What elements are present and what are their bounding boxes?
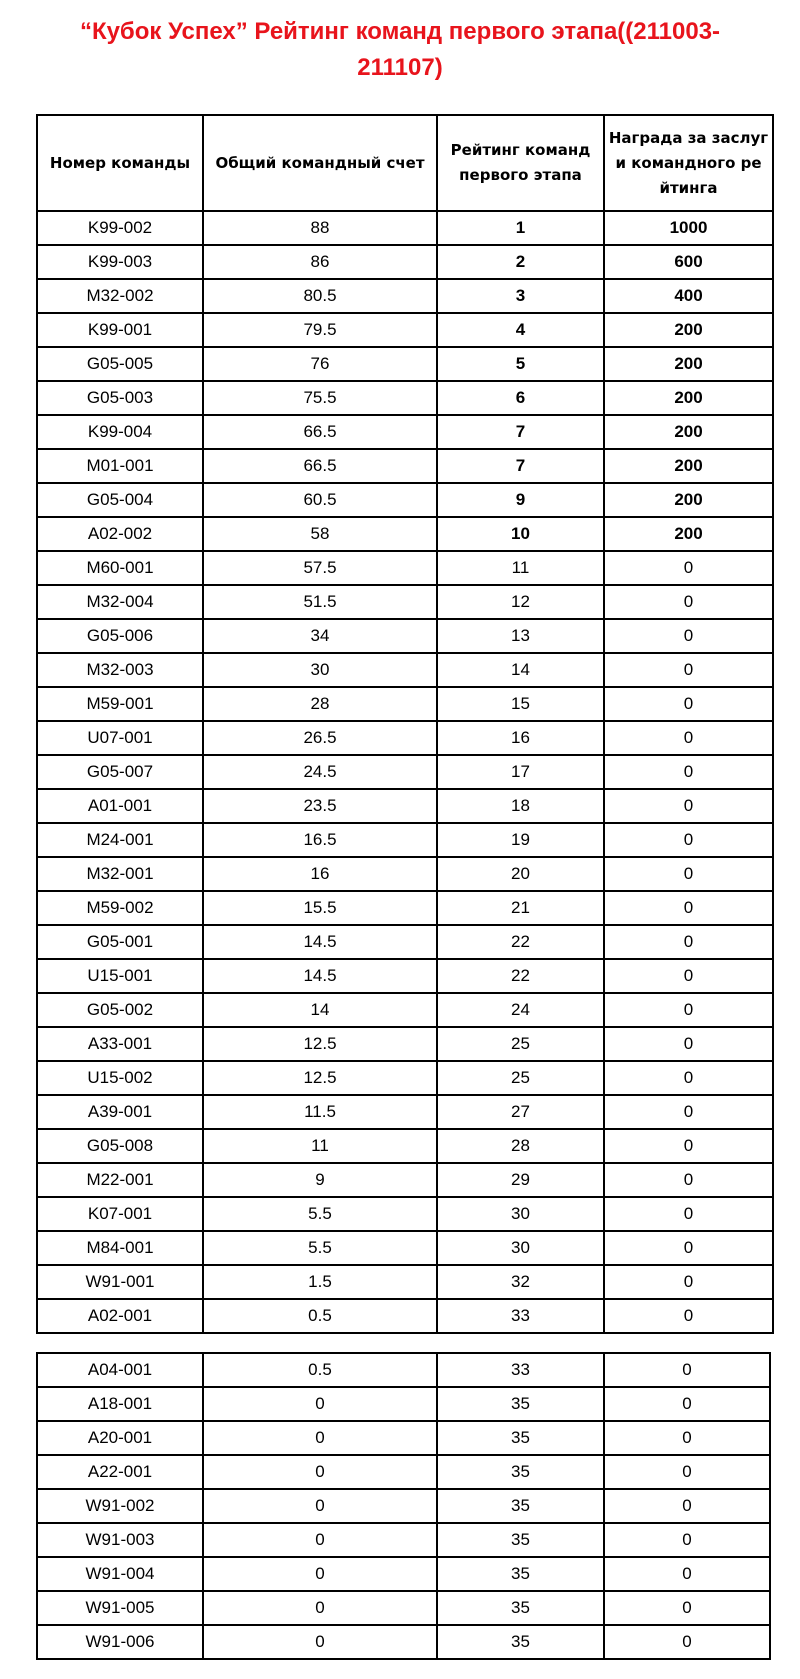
team-number-cell: W91-006 xyxy=(37,1625,203,1659)
team-number-cell: A02-001 xyxy=(37,1299,203,1333)
table-row xyxy=(37,1265,773,1299)
total-score-cell: 9 xyxy=(203,1163,437,1197)
rating-cell: 35 xyxy=(437,1455,604,1489)
page-title xyxy=(0,14,800,86)
rating-cell: 16 xyxy=(437,721,604,755)
award-cell: 0 xyxy=(604,1523,770,1557)
total-score-cell: 75.5 xyxy=(203,381,437,415)
award-cell: 0 xyxy=(604,1061,773,1095)
rating-cell: 13 xyxy=(437,619,604,653)
rating-cell: 35 xyxy=(437,1489,604,1523)
table-row xyxy=(37,279,773,313)
award-cell: 0 xyxy=(604,1421,770,1455)
table-row xyxy=(37,1061,773,1095)
total-score-cell: 58 xyxy=(203,517,437,551)
total-score-cell: 16.5 xyxy=(203,823,437,857)
table-row xyxy=(37,1523,770,1557)
award-cell: 0 xyxy=(604,1455,770,1489)
rating-cell: 10 xyxy=(437,517,604,551)
table-row xyxy=(37,313,773,347)
team-number-cell: G05-004 xyxy=(37,483,203,517)
award-cell: 0 xyxy=(604,551,773,585)
rating-cell: 3 xyxy=(437,279,604,313)
rating-cell: 6 xyxy=(437,381,604,415)
award-cell: 0 xyxy=(604,1265,773,1299)
table-row xyxy=(37,1455,770,1489)
award-cell: 200 xyxy=(604,517,773,551)
rating-cell: 24 xyxy=(437,993,604,1027)
award-cell: 0 xyxy=(604,891,773,925)
total-score-cell: 12.5 xyxy=(203,1027,437,1061)
rating-cell: 35 xyxy=(437,1387,604,1421)
award-cell: 0 xyxy=(604,1231,773,1265)
team-number-cell: G05-003 xyxy=(37,381,203,415)
table-row xyxy=(37,1129,773,1163)
team-number-cell: K99-002 xyxy=(37,211,203,245)
total-score-cell: 5.5 xyxy=(203,1197,437,1231)
table-row xyxy=(37,517,773,551)
award-cell: 0 xyxy=(604,1163,773,1197)
rating-cell: 11 xyxy=(437,551,604,585)
rating-cell: 2 xyxy=(437,245,604,279)
table-header-row xyxy=(37,115,773,211)
header-total-score: Общий командный счет xyxy=(203,115,437,211)
rating-cell: 33 xyxy=(437,1299,604,1333)
total-score-cell: 11 xyxy=(203,1129,437,1163)
team-number-cell: M32-004 xyxy=(37,585,203,619)
table-row xyxy=(37,449,773,483)
award-cell: 0 xyxy=(604,1095,773,1129)
team-number-cell: A39-001 xyxy=(37,1095,203,1129)
table-row xyxy=(37,1421,770,1455)
rating-cell: 20 xyxy=(437,857,604,891)
award-cell: 0 xyxy=(604,721,773,755)
total-score-cell: 51.5 xyxy=(203,585,437,619)
total-score-cell: 0.5 xyxy=(203,1299,437,1333)
award-cell: 0 xyxy=(604,857,773,891)
table-row xyxy=(37,1299,773,1333)
team-number-cell: M22-001 xyxy=(37,1163,203,1197)
team-number-cell: M59-002 xyxy=(37,891,203,925)
table-row xyxy=(37,1095,773,1129)
award-cell: 0 xyxy=(604,1027,773,1061)
rating-cell: 9 xyxy=(437,483,604,517)
team-number-cell: W91-003 xyxy=(37,1523,203,1557)
rating-cell: 15 xyxy=(437,687,604,721)
team-number-cell: K99-003 xyxy=(37,245,203,279)
rating-cell: 22 xyxy=(437,959,604,993)
total-score-cell: 88 xyxy=(203,211,437,245)
award-cell: 0 xyxy=(604,925,773,959)
table-row xyxy=(37,1387,770,1421)
total-score-cell: 0 xyxy=(203,1387,437,1421)
team-number-cell: K99-004 xyxy=(37,415,203,449)
table-row xyxy=(37,1197,773,1231)
ranking-table-part-2 xyxy=(36,1352,771,1660)
award-cell: 0 xyxy=(604,755,773,789)
ranking-table-part-1 xyxy=(36,114,774,1334)
team-number-cell: A22-001 xyxy=(37,1455,203,1489)
rating-cell: 25 xyxy=(437,1027,604,1061)
table-row xyxy=(37,1625,770,1659)
title-line-1: “Кубок Успех” Рейтинг команд первого этапа((211003- xyxy=(79,18,721,45)
rating-cell: 27 xyxy=(437,1095,604,1129)
team-number-cell: A18-001 xyxy=(37,1387,203,1421)
title-line-2: 211107) xyxy=(357,54,443,81)
team-number-cell: U07-001 xyxy=(37,721,203,755)
team-number-cell: A01-001 xyxy=(37,789,203,823)
table-row xyxy=(37,721,773,755)
total-score-cell: 79.5 xyxy=(203,313,437,347)
rating-cell: 1 xyxy=(437,211,604,245)
table-row xyxy=(37,619,773,653)
total-score-cell: 0 xyxy=(203,1523,437,1557)
total-score-cell: 1.5 xyxy=(203,1265,437,1299)
award-cell: 0 xyxy=(604,1489,770,1523)
table-row xyxy=(37,1163,773,1197)
team-number-cell: M01-001 xyxy=(37,449,203,483)
total-score-cell: 28 xyxy=(203,687,437,721)
team-number-cell: A02-002 xyxy=(37,517,203,551)
team-number-cell: G05-005 xyxy=(37,347,203,381)
rating-cell: 29 xyxy=(437,1163,604,1197)
header-stage-rating: Рейтинг команд первого этапа xyxy=(437,115,604,211)
award-cell: 0 xyxy=(604,959,773,993)
table-row xyxy=(37,857,773,891)
table-row xyxy=(37,347,773,381)
rating-cell: 30 xyxy=(437,1231,604,1265)
rating-cell: 5 xyxy=(437,347,604,381)
table-row xyxy=(37,1353,770,1387)
rating-cell: 35 xyxy=(437,1421,604,1455)
table-row xyxy=(37,585,773,619)
team-number-cell: A20-001 xyxy=(37,1421,203,1455)
total-score-cell: 15.5 xyxy=(203,891,437,925)
total-score-cell: 0 xyxy=(203,1489,437,1523)
award-cell: 600 xyxy=(604,245,773,279)
rating-cell: 14 xyxy=(437,653,604,687)
award-cell: 0 xyxy=(604,823,773,857)
rating-cell: 35 xyxy=(437,1557,604,1591)
award-cell: 200 xyxy=(604,381,773,415)
total-score-cell: 12.5 xyxy=(203,1061,437,1095)
total-score-cell: 5.5 xyxy=(203,1231,437,1265)
award-cell: 0 xyxy=(604,1353,770,1387)
table-row xyxy=(37,993,773,1027)
award-cell: 0 xyxy=(604,1129,773,1163)
total-score-cell: 14.5 xyxy=(203,959,437,993)
total-score-cell: 26.5 xyxy=(203,721,437,755)
table-row xyxy=(37,245,773,279)
total-score-cell: 66.5 xyxy=(203,415,437,449)
table-row xyxy=(37,789,773,823)
table-row xyxy=(37,211,773,245)
rating-cell: 17 xyxy=(437,755,604,789)
team-number-cell: W91-002 xyxy=(37,1489,203,1523)
award-cell: 0 xyxy=(604,1299,773,1333)
team-number-cell: W91-005 xyxy=(37,1591,203,1625)
team-number-cell: M32-003 xyxy=(37,653,203,687)
award-cell: 0 xyxy=(604,585,773,619)
total-score-cell: 60.5 xyxy=(203,483,437,517)
table-row xyxy=(37,1231,773,1265)
rating-cell: 7 xyxy=(437,449,604,483)
total-score-cell: 66.5 xyxy=(203,449,437,483)
team-number-cell: A04-001 xyxy=(37,1353,203,1387)
table-row xyxy=(37,755,773,789)
rating-cell: 25 xyxy=(437,1061,604,1095)
total-score-cell: 0 xyxy=(203,1421,437,1455)
team-number-cell: M24-001 xyxy=(37,823,203,857)
award-cell: 0 xyxy=(604,619,773,653)
team-number-cell: M32-001 xyxy=(37,857,203,891)
team-number-cell: G05-001 xyxy=(37,925,203,959)
total-score-cell: 0 xyxy=(203,1557,437,1591)
header-award: Награда за заслуг и командного ре йтинга xyxy=(604,115,773,211)
team-number-cell: M84-001 xyxy=(37,1231,203,1265)
award-cell: 200 xyxy=(604,347,773,381)
team-number-cell: G05-006 xyxy=(37,619,203,653)
total-score-cell: 0 xyxy=(203,1625,437,1659)
total-score-cell: 0.5 xyxy=(203,1353,437,1387)
team-number-cell: W91-001 xyxy=(37,1265,203,1299)
header-team-number: Номер команды xyxy=(37,115,203,211)
award-cell: 1000 xyxy=(604,211,773,245)
total-score-cell: 24.5 xyxy=(203,755,437,789)
table-row xyxy=(37,415,773,449)
award-cell: 200 xyxy=(604,483,773,517)
total-score-cell: 76 xyxy=(203,347,437,381)
rating-cell: 35 xyxy=(437,1523,604,1557)
total-score-cell: 30 xyxy=(203,653,437,687)
total-score-cell: 11.5 xyxy=(203,1095,437,1129)
table-row xyxy=(37,653,773,687)
rating-cell: 35 xyxy=(437,1625,604,1659)
table-row xyxy=(37,551,773,585)
rating-cell: 22 xyxy=(437,925,604,959)
rating-cell: 12 xyxy=(437,585,604,619)
rating-cell: 33 xyxy=(437,1353,604,1387)
rating-cell: 30 xyxy=(437,1197,604,1231)
award-cell: 0 xyxy=(604,1387,770,1421)
table-row xyxy=(37,1591,770,1625)
table-row xyxy=(37,891,773,925)
rating-cell: 7 xyxy=(437,415,604,449)
award-cell: 0 xyxy=(604,1197,773,1231)
total-score-cell: 14.5 xyxy=(203,925,437,959)
team-number-cell: U15-002 xyxy=(37,1061,203,1095)
award-cell: 0 xyxy=(604,993,773,1027)
total-score-cell: 0 xyxy=(203,1455,437,1489)
total-score-cell: 80.5 xyxy=(203,279,437,313)
team-number-cell: M60-001 xyxy=(37,551,203,585)
team-number-cell: W91-004 xyxy=(37,1557,203,1591)
rating-cell: 19 xyxy=(437,823,604,857)
table-row xyxy=(37,1027,773,1061)
rating-cell: 4 xyxy=(437,313,604,347)
table-row xyxy=(37,925,773,959)
table-row xyxy=(37,823,773,857)
team-number-cell: U15-001 xyxy=(37,959,203,993)
table-row xyxy=(37,959,773,993)
rating-cell: 35 xyxy=(437,1591,604,1625)
total-score-cell: 16 xyxy=(203,857,437,891)
total-score-cell: 23.5 xyxy=(203,789,437,823)
total-score-cell: 57.5 xyxy=(203,551,437,585)
total-score-cell: 14 xyxy=(203,993,437,1027)
team-number-cell: A33-001 xyxy=(37,1027,203,1061)
award-cell: 0 xyxy=(604,1625,770,1659)
team-number-cell: K07-001 xyxy=(37,1197,203,1231)
award-cell: 0 xyxy=(604,653,773,687)
team-number-cell: G05-008 xyxy=(37,1129,203,1163)
total-score-cell: 0 xyxy=(203,1591,437,1625)
award-cell: 0 xyxy=(604,1591,770,1625)
award-cell: 0 xyxy=(604,789,773,823)
team-number-cell: G05-007 xyxy=(37,755,203,789)
table-row xyxy=(37,483,773,517)
rating-cell: 28 xyxy=(437,1129,604,1163)
award-cell: 0 xyxy=(604,687,773,721)
total-score-cell: 86 xyxy=(203,245,437,279)
award-cell: 200 xyxy=(604,449,773,483)
award-cell: 200 xyxy=(604,415,773,449)
team-number-cell: M59-001 xyxy=(37,687,203,721)
award-cell: 0 xyxy=(604,1557,770,1591)
rating-cell: 32 xyxy=(437,1265,604,1299)
team-number-cell: K99-001 xyxy=(37,313,203,347)
rating-cell: 18 xyxy=(437,789,604,823)
team-number-cell: M32-002 xyxy=(37,279,203,313)
total-score-cell: 34 xyxy=(203,619,437,653)
rating-cell: 21 xyxy=(437,891,604,925)
table-row xyxy=(37,1557,770,1591)
table-row xyxy=(37,381,773,415)
table-row xyxy=(37,1489,770,1523)
award-cell: 200 xyxy=(604,313,773,347)
award-cell: 400 xyxy=(604,279,773,313)
team-number-cell: G05-002 xyxy=(37,993,203,1027)
table-row xyxy=(37,687,773,721)
